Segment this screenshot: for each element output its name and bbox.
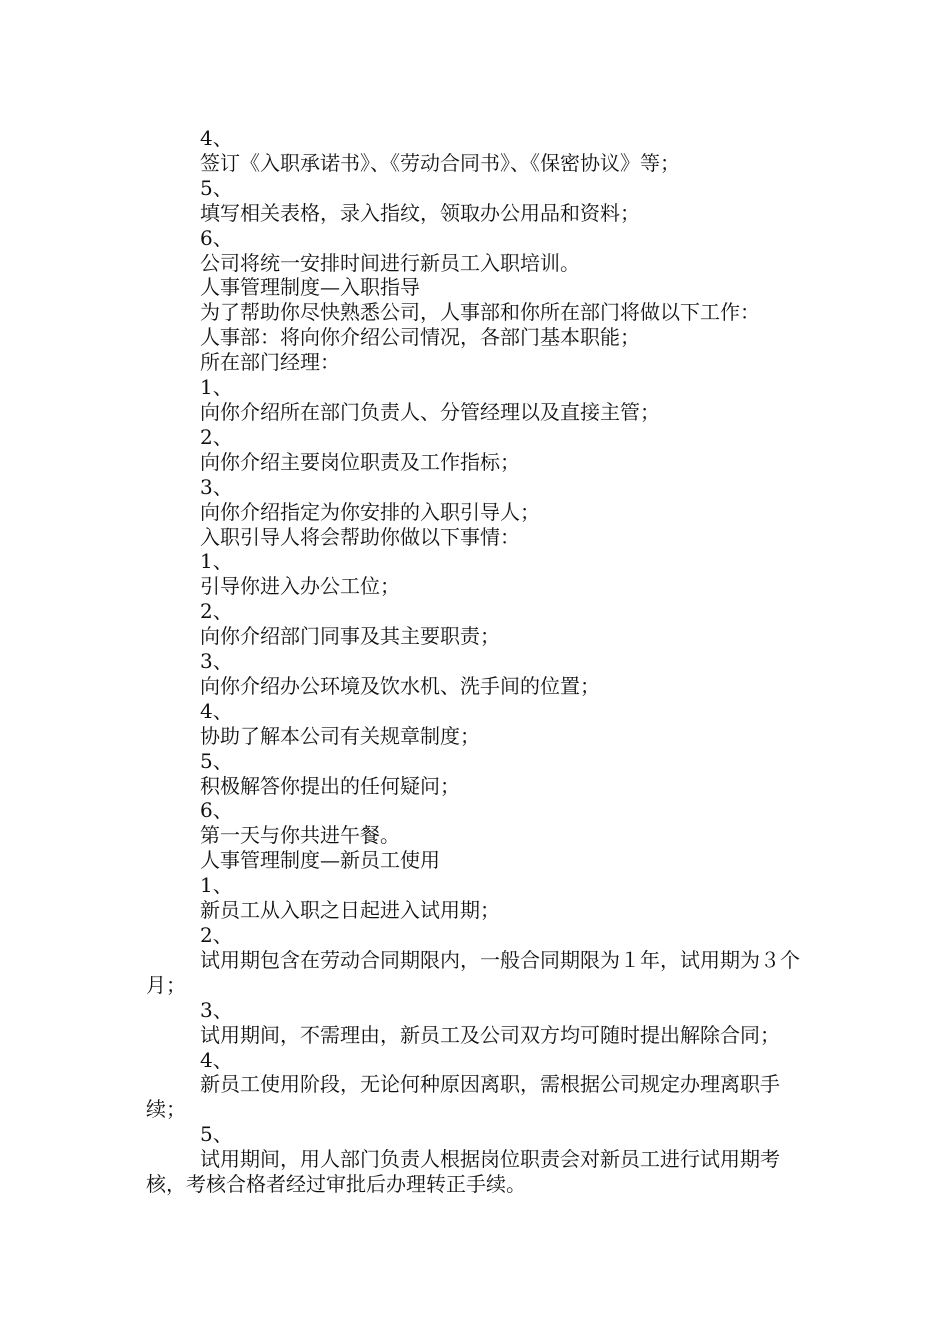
- text-line: 积极解答你提出的任何疑问；: [200, 773, 460, 798]
- text-line: 4、: [200, 1047, 233, 1072]
- text-line: 2、: [200, 424, 233, 449]
- text-line: 为了帮助你尽快熟悉公司，人事部和你所在部门将做以下工作：: [200, 300, 760, 325]
- text-line: 4、: [200, 126, 233, 150]
- text-line: 1、: [200, 873, 233, 898]
- text-line: 5、: [200, 175, 233, 200]
- text-line: 向你介绍部门同事及其主要职责；: [200, 624, 500, 649]
- text-line: 填写相关表格，录入指纹，领取办公用品和资料；: [200, 200, 640, 225]
- paragraph: 新员工使用阶段，无论何种原因离职，需根据公司规定办理离职手续；: [146, 1072, 780, 1122]
- text-line: 向你介绍主要岗位职责及工作指标；: [200, 449, 520, 474]
- text-line: 5、: [200, 1122, 233, 1147]
- text-line: 新员工从入职之日起进入试用期；: [200, 898, 500, 923]
- text-line: 1、: [200, 375, 233, 400]
- text-line: 向你介绍所在部门负责人、分管经理以及直接主管；: [200, 399, 660, 424]
- document-body: [146, 126, 810, 1197]
- text-line: 5、: [200, 748, 233, 773]
- text-line: 3、: [200, 649, 233, 674]
- paragraph: 试用期间，用人部门负责人根据岗位职责会对新员工进行试用期考核，考核合格者经过审批后办理转正手续。: [146, 1147, 780, 1197]
- text-line: 公司将统一安排时间进行新员工入职培训。: [200, 250, 580, 275]
- text-line: 向你介绍指定为你安排的入职引导人；: [200, 499, 540, 524]
- text-line: 引导你进入办公工位；: [200, 574, 400, 599]
- text-line: 入职引导人将会帮助你做以下事情：: [200, 524, 520, 549]
- text-line: 协助了解本公司有关规章制度；: [200, 723, 480, 748]
- section-heading: 人事管理制度—入职指导: [200, 275, 420, 300]
- text-line: 4、: [200, 698, 233, 723]
- text-line: 向你介绍办公环境及饮水机、洗手间的位置；: [200, 673, 600, 698]
- text-line: 人事部：将向你介绍公司情况，各部门基本职能；: [200, 325, 640, 350]
- text-line: 3、: [200, 474, 233, 499]
- text-line: 3、: [200, 997, 233, 1022]
- text-line: 所在部门经理：: [200, 350, 340, 375]
- text-line: 2、: [200, 923, 233, 947]
- text-line: 6、: [200, 225, 233, 250]
- text-line: 6、: [200, 798, 233, 823]
- paragraph: 试用期包含在劳动合同期限内，一般合同期限为１年，试用期为３个月；: [146, 947, 800, 997]
- text-line: 1、: [200, 549, 233, 574]
- text-line: 第一天与你共进午餐。: [200, 823, 400, 848]
- text-line: 2、: [200, 599, 233, 624]
- text-line: 签订《入职承诺书》、《劳动合同书》、《保密协议》等；: [200, 150, 680, 175]
- paragraph: 试用期间，不需理由，新员工及公司双方均可随时提出解除合同；: [200, 1022, 780, 1047]
- section-heading: 人事管理制度—新员工使用: [200, 848, 440, 873]
